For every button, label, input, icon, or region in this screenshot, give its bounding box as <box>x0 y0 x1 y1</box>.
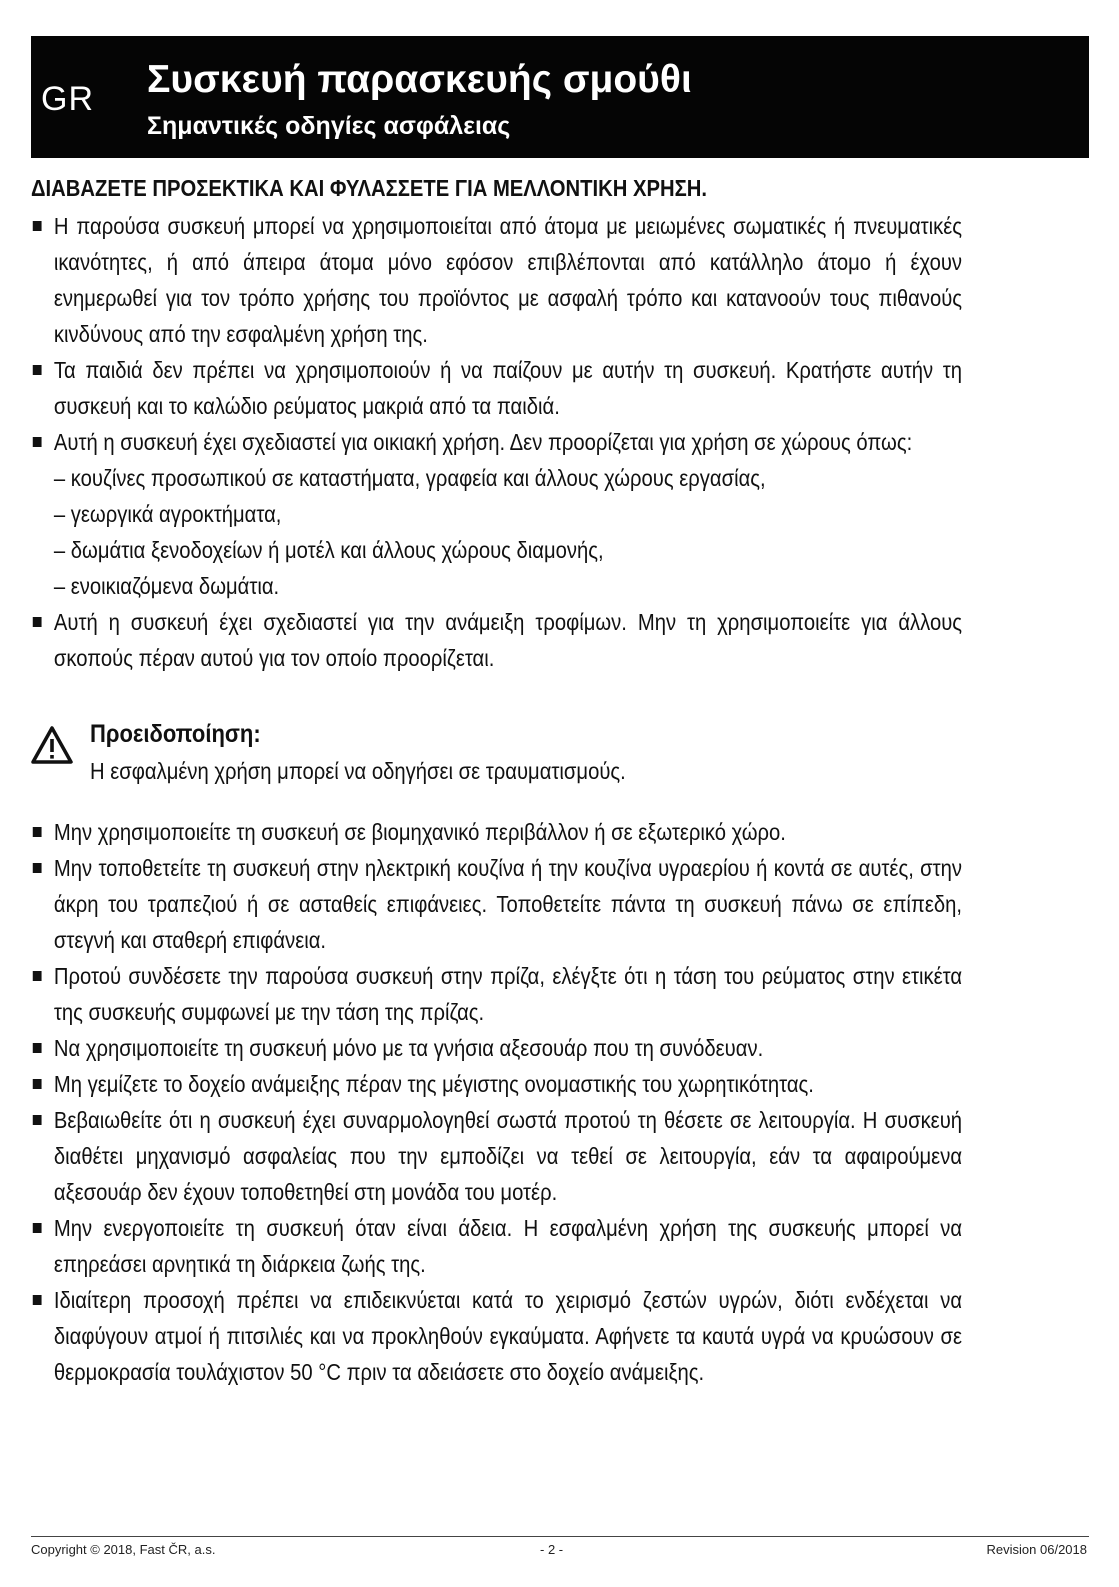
list-item: Να χρησιμοποιείτε τη συσκευή μόνο με τα γνήσια αξεσουάρ που τη συνόδευαν. <box>31 1030 962 1066</box>
warning-text: Η εσφαλμένη χρήση μπορεί να οδηγήσει σε τραυματισμούς. <box>90 758 626 784</box>
list-item: Μην χρησιμοποιείτε τη συσκευή σε βιομηχανικό περιβάλλον ή σε εξωτερικό χώρο. <box>31 814 962 850</box>
footer-revision: Revision 06/2018 <box>986 1542 1087 1557</box>
document-subtitle: Σημαντικές οδηγίες ασφάλειας <box>147 112 511 140</box>
sub-list-item: – γεωργικά αγροκτήματα, <box>53 501 282 527</box>
footer-page-number: - 2 - <box>540 1542 564 1557</box>
list-item: Μη γεμίζετε το δοχείο ανάμειξης πέραν της μέγιστης ονομαστικής του χωρητικότητας. <box>31 1066 962 1102</box>
page-header <box>31 36 1089 158</box>
safety-instructions-part-1 <box>31 170 962 676</box>
list-item: Αυτή η συσκευή έχει σχεδιαστεί για οικιακή χρήση. Δεν προορίζεται για χρήση σε χώρους όπως: <box>31 424 962 460</box>
instruction-list-1b <box>31 604 962 676</box>
list-item: Ιδιαίτερη προσοχή πρέπει να επιδεικνύεται κατά το χειρισμό ζεστών υγρών, διότι ενδέχεται να διαφύγουν ατμοί ή πιτσιλιές και να προκληθούν εγκαύματα. Αφήνετε τα καυτά υγρά να κρυώσουν σε θερμοκρασία τουλάχιστον 50 °C πριν τα αδειάσετε στο δοχείο ανάμειξης. <box>31 1282 962 1390</box>
footer-copyright: Copyright © 2018, Fast ČR, a.s. <box>31 1542 216 1557</box>
warning-triangle-icon <box>31 726 73 764</box>
safety-instructions-part-2 <box>31 814 962 1390</box>
lead-heading: ΔΙΑΒΑΖΕΤΕ ΠΡΟΣΕΚΤΙΚΑ ΚΑΙ ΦΥΛΑΣΣΕΤΕ ΓΙΑ ΜΕΛΛΟΝΤΙΚΗ ΧΡΗΣΗ. <box>31 175 707 201</box>
sub-list-item: – ενοικιαζόμενα δωμάτια. <box>53 573 280 599</box>
document-title: Συσκευή παρασκευής σμούθι <box>147 58 692 101</box>
list-item: Μην τοποθετείτε τη συσκευή στην ηλεκτρική κουζίνα ή την κουζίνα υγραερίου ή κοντά σε αυτές, στην άκρη του τραπεζιού ή σε ασταθείς επιφάνειες. Τοποθετείτε πάντα τη συσκευή πάνω σε επίπεδη, στεγνή και σταθερή επιφάνεια. <box>31 850 962 958</box>
sub-list-item: – κουζίνες προσωπικού σε καταστήματα, γραφεία και άλλους χώρους εργασίας, <box>53 465 766 491</box>
list-item: Η παρούσα συσκευή μπορεί να χρησιμοποιείται από άτομα με μειωμένες σωματικές ή πνευματικές ικανότητες, ή από άπειρα άτομα μόνο εφόσον επιβλέπονται από κατάλληλο άτομο ή έχουν ενημερωθεί για τον τρόπο χρήσης του προϊόντος με ασφαλή τρόπο και κατανοούν τους πιθανούς κινδύνους από την εσφαλμένη χρήση της. <box>31 208 962 352</box>
list-item: Αυτή η συσκευή έχει σχεδιαστεί για την ανάμειξη τροφίμων. Μην τη χρησιμοποιείτε για άλλους σκοπούς πέραν αυτού για τον οποίο προορίζεται. <box>31 604 962 676</box>
warning-title: Προειδοποίηση: <box>90 720 261 748</box>
list-item: Τα παιδιά δεν πρέπει να χρησιμοποιούν ή να παίζουν με αυτήν τη συσκευή. Κρατήστε αυτήν τη συσκευή και το καλώδιο ρεύματος μακριά από τα παιδιά. <box>31 352 962 424</box>
list-item: Βεβαιωθείτε ότι η συσκευή έχει συναρμολογηθεί σωστά προτού τη θέσετε σε λειτουργία. Η συσκευή διαθέτει μηχανισμό ασφαλείας που την εμποδίζει να τεθεί σε λειτουργία, εάν τα αφαιρούμενα αξεσουάρ δεν έχουν τοποθετηθεί στη μονάδα του μοτέρ. <box>31 1102 962 1210</box>
list-item: Προτού συνδέσετε την παρούσα συσκευή στην πρίζα, ελέγξτε ότι η τάση του ρεύματος στην ετικέτα της συσκευής συμφωνεί με την τάση της πρίζας. <box>31 958 962 1030</box>
sub-list-item: – δωμάτια ξενοδοχείων ή μοτέλ και άλλους χώρους διαμονής, <box>53 537 604 563</box>
instruction-list-1 <box>31 208 962 460</box>
list-item: Μην ενεργοποιείτε τη συσκευή όταν είναι άδεια. Η εσφαλμένη χρήση της συσκευής μπορεί να επηρεάσει αρνητικά τη διάρκεια ζωής της. <box>31 1210 962 1282</box>
language-code: GR <box>41 80 94 118</box>
instruction-list-2 <box>31 814 962 1390</box>
footer-divider <box>31 1536 1089 1537</box>
